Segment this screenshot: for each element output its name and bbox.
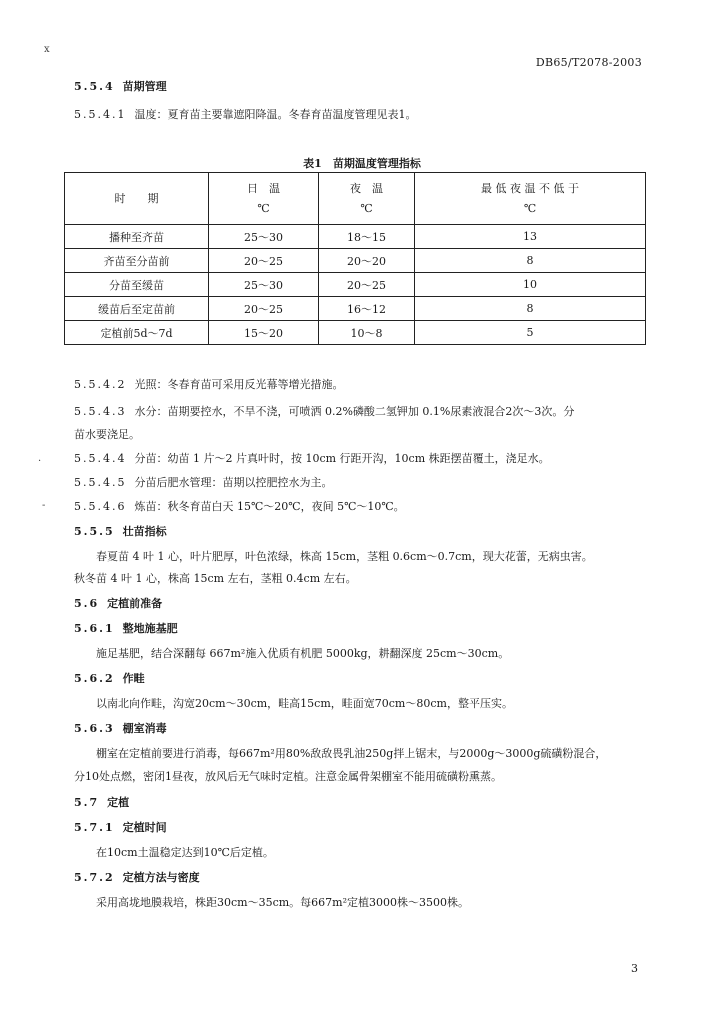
scan-mark: - (42, 500, 46, 511)
table-cell: 8 (415, 297, 646, 321)
header-min-night-temp: 最 低 夜 温 不 低 于 ℃ (415, 173, 646, 225)
scan-mark: · (38, 456, 42, 467)
section-5-5-4-4: 5.5.4.4 分苗：幼苗 1 片～2 片真叶时，按 10cm 行距开沟，10cm 株距摆苗覆土，浇足水。 (74, 452, 550, 465)
section-5-7-2: 5.7.2 定植方法与密度 (74, 871, 200, 884)
table-cell: 20～25 (319, 273, 415, 297)
section-5-6-3: 5.6.3 棚室消毒 (74, 722, 167, 735)
table-cell: 10～8 (319, 321, 415, 345)
section-5-6-2: 5.6.2 作畦 (74, 672, 145, 685)
table-cell: 定植前5d～7d (65, 321, 209, 345)
section-5-7-2-body: 采用高垅地膜栽培，株距30cm～35cm。每667m²定植3000株～3500株。 (96, 896, 469, 909)
section-5-6-1: 5.6.1 整地施基肥 (74, 622, 178, 635)
table-cell: 20～25 (209, 249, 319, 273)
seedling-autumn-winter: 秋冬苗 4 叶 1 心，株高 15cm 左右，茎粗 0.4cm 左右。 (74, 572, 357, 585)
header-night-temp: 夜 温 ℃ (319, 173, 415, 225)
seedling-spring-summer: 春夏苗 4 叶 1 心，叶片肥厚，叶色浓绿，株高 15cm，茎粗 0.6cm～0.7cm，现大花蕾，无病虫害。 (96, 550, 593, 563)
table-cell: 8 (415, 249, 646, 273)
section-5-5-4-1: 5.5.4.1 温度：夏育苗主要靠遮阳降温。冬春育苗温度管理见表1。 (74, 108, 417, 121)
section-5-7: 5.7 定植 (74, 796, 130, 809)
table-cell: 15～20 (209, 321, 319, 345)
table-cell: 13 (415, 225, 646, 249)
section-5-7-1: 5.7.1 定植时间 (74, 821, 167, 834)
table-cell: 18～15 (319, 225, 415, 249)
table-caption: 表1 苗期温度管理指标 (303, 157, 421, 170)
table-cell: 缓苗后至定苗前 (65, 297, 209, 321)
section-5-6: 5.6 定植前准备 (74, 597, 163, 610)
scan-mark: ⅹ (44, 44, 50, 55)
table-cell: 分苗至缓苗 (65, 273, 209, 297)
section-5-5-4-6: 5.5.4.6 炼苗：秋冬育苗白天 15℃～20℃，夜间 5℃～10℃。 (74, 500, 405, 513)
section-5-6-3-body-1: 棚室在定植前要进行消毒，每667m²用80%敌敌畏乳油250g拌上锯末，与2000g～3000g硫磺粉混合， (96, 747, 607, 760)
page-number: 3 (631, 962, 638, 975)
table-row (65, 249, 646, 273)
section-5-5-4-3-cont: 苗水要浇足。 (74, 428, 140, 441)
section-5-7-1-body: 在10cm土温稳定达到10℃后定植。 (96, 846, 274, 859)
section-5-5-4: 5.5.4 苗期管理 (74, 80, 167, 93)
section-5-5-4-2: 5.5.4.2 光照：冬春育苗可采用反光幕等增光措施。 (74, 378, 344, 391)
header-day-temp: 日 温 ℃ (209, 173, 319, 225)
section-5-5-5: 5.5.5 壮苗指标 (74, 525, 167, 538)
table-header-row (65, 173, 646, 225)
table-cell: 10 (415, 273, 646, 297)
section-5-6-2-body: 以南北向作畦，沟宽20cm～30cm，畦高15cm，畦面宽70cm～80cm，整平压实。 (96, 697, 513, 710)
doc-id-header: DB65/T2078-2003 (535, 56, 642, 69)
table-row (65, 321, 646, 345)
section-5-6-1-body: 施足基肥，结合深翻每 667m²施入优质有机肥 5000kg，耕翻深度 25cm～30cm。 (96, 647, 510, 660)
table-cell: 播种至齐苗 (65, 225, 209, 249)
table-cell: 20～25 (209, 297, 319, 321)
table-cell: 25～30 (209, 273, 319, 297)
table-cell: 16～12 (319, 297, 415, 321)
table-row (65, 297, 646, 321)
table-cell: 25～30 (209, 225, 319, 249)
section-5-5-4-5: 5.5.4.5 分苗后肥水管理：苗期以控肥控水为主。 (74, 476, 333, 489)
section-5-5-4-3: 5.5.4.3 水分：苗期要控水，不旱不浇，可喷洒 0.2%磷酸二氢钾加 0.1%尿素液混合2次～3次。分 (74, 405, 575, 418)
table-cell: 齐苗至分苗前 (65, 249, 209, 273)
section-5-6-3-body-2: 分10处点燃，密闭1昼夜，放风后无气味时定植。注意金属骨架棚室不能用硫磺粉熏蒸。 (74, 770, 502, 783)
table-row (65, 225, 646, 249)
table-row (65, 273, 646, 297)
temperature-table (64, 172, 646, 345)
table-cell: 5 (415, 321, 646, 345)
header-period: 时 期 (65, 173, 209, 225)
table-cell: 20～20 (319, 249, 415, 273)
